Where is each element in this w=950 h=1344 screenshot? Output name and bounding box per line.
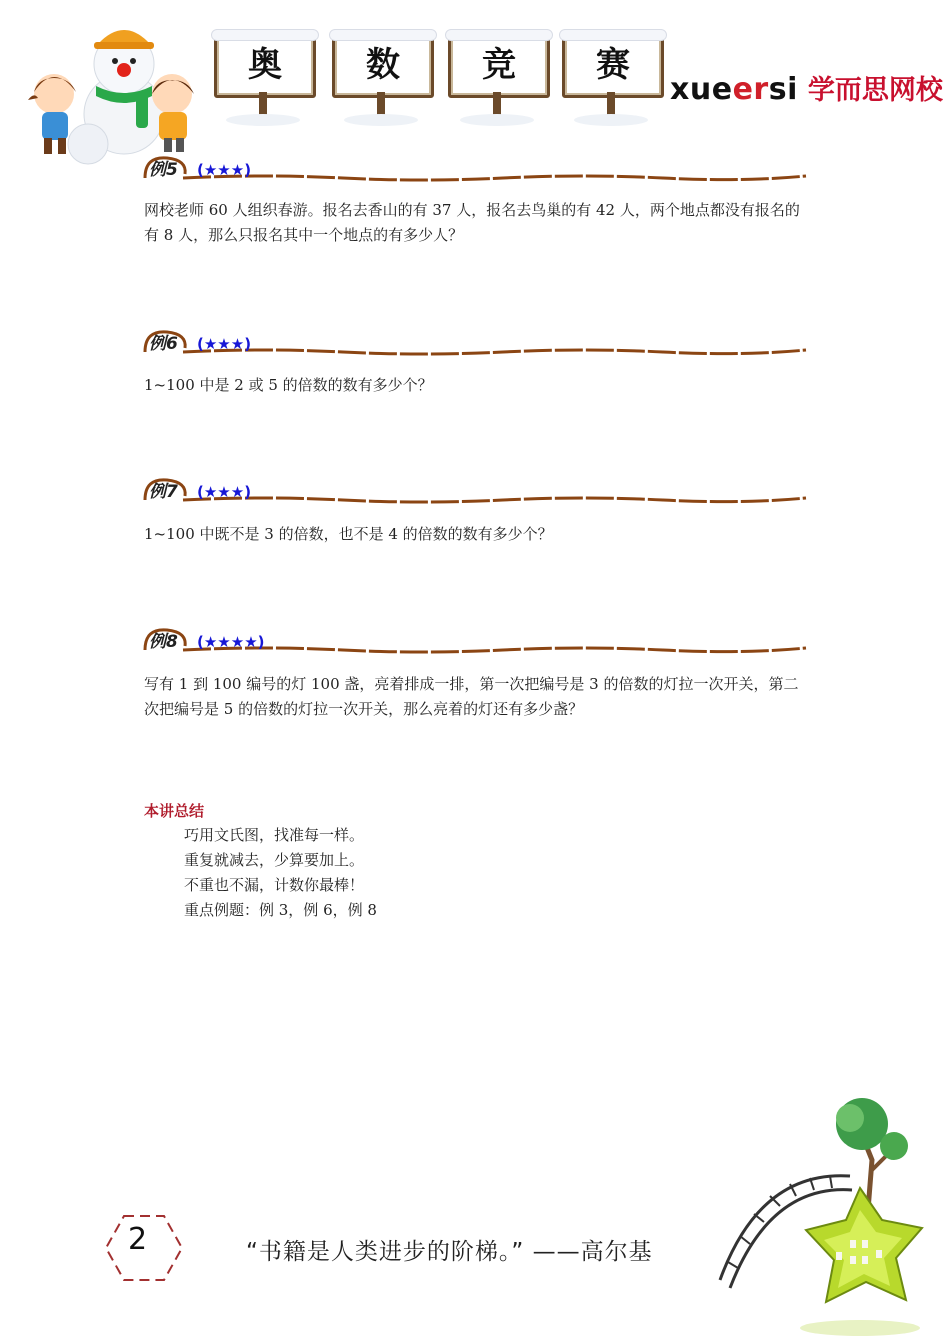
example-header xyxy=(143,474,808,510)
footer-quote: “书籍是人类进步的阶梯。” ——高尔基 xyxy=(246,1239,653,1265)
page-number: 2 xyxy=(128,1222,148,1257)
brand-en: xueersi xyxy=(670,72,798,107)
tree-bridge-illustration xyxy=(700,1090,940,1338)
brand-logo xyxy=(670,68,943,107)
summary-line: 重点例题：例 3，例 6，例 8 xyxy=(184,901,377,919)
example-badge: 例6 xyxy=(149,334,178,354)
snowman-kids-illustration xyxy=(14,14,214,169)
difficulty-stars: (★★★) xyxy=(197,335,252,353)
sign-text: 数 xyxy=(366,45,400,85)
problem-text: 1~100 中既不是 3 的倍数，也不是 4 的倍数的数有多少个？ xyxy=(144,525,553,543)
difficulty-stars: (★★★) xyxy=(197,161,252,179)
difficulty-stars: (★★★★) xyxy=(197,633,265,651)
example-badge: 例5 xyxy=(149,160,178,180)
sign-text: 赛 xyxy=(596,45,630,85)
example-header xyxy=(143,624,808,660)
problem-text: 网校老师 60 人组织春游。报名去香山的有 37 人，报名去鸟巢的有 42 人，两个地点都没有报名的有 8 人，那么只报名其中一个地点的有多少人？ xyxy=(144,201,800,244)
summary-title: 本讲总结 xyxy=(144,802,205,820)
sign-board xyxy=(562,34,664,98)
summary-line: 不重也不漏，计数你最棒！ xyxy=(184,876,365,894)
sign-text: 竞 xyxy=(482,45,516,85)
sign-board xyxy=(214,34,316,98)
example-badge: 例7 xyxy=(149,482,178,502)
sign-board xyxy=(448,34,550,98)
example-header xyxy=(143,326,808,362)
summary-line: 重复就减去，少算要加上。 xyxy=(184,851,365,869)
sign-board xyxy=(332,34,434,98)
sign-text: 奥 xyxy=(248,45,282,85)
difficulty-stars: (★★★) xyxy=(197,483,252,501)
example-badge: 例8 xyxy=(149,632,178,652)
example-header xyxy=(143,152,808,188)
problem-text: 1~100 中是 2 或 5 的倍数的数有多少个？ xyxy=(144,376,433,394)
brand-cn: 学而思网校 xyxy=(807,75,943,106)
problem-text: 写有 1 到 100 编号的灯 100 盏，亮着排成一排，第一次把编号是 3 的倍数的灯拉一次开关，第二次把编号是 5 的倍数的灯拉一次开关，那么亮着的灯还有多少盏？ xyxy=(144,675,799,718)
summary-line: 巧用文氏图，找准每一样。 xyxy=(184,826,365,844)
